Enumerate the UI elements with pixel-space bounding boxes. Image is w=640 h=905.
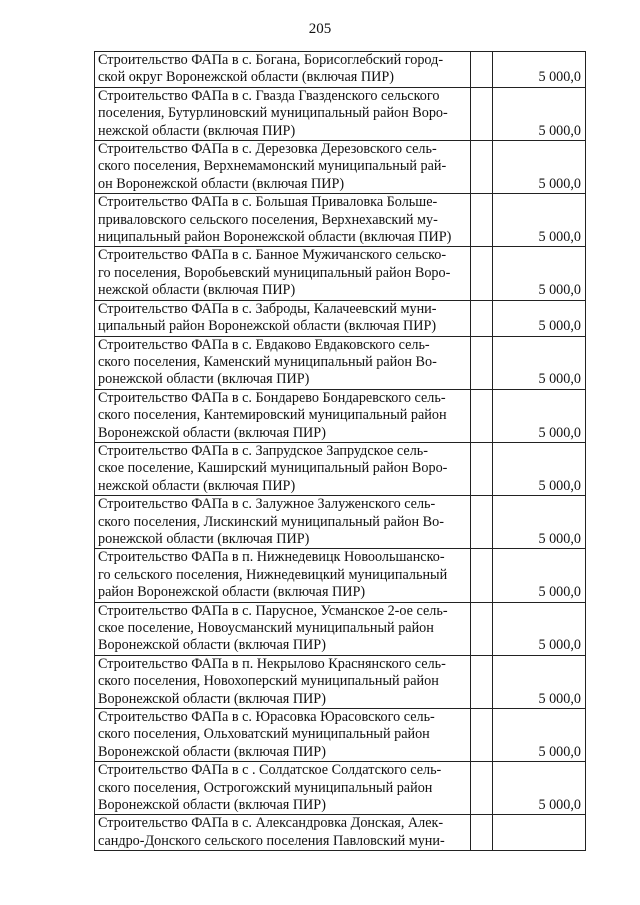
description-line: Воронежской области (включая ПИР) [98, 690, 326, 707]
row-empty-cell [470, 247, 492, 300]
table-row [95, 709, 586, 762]
row-empty-cell [470, 496, 492, 549]
row-amount: 5 000,0 [492, 141, 585, 194]
row-empty-cell [470, 815, 492, 851]
description-line: ское поселение, Новоусманский муниципальный район [98, 620, 434, 636]
table-row [95, 336, 586, 389]
row-amount: 5 000,0 [492, 762, 585, 815]
table-row [95, 549, 586, 602]
description-line: Строительство ФАПа в с. Евдаково Евдаковского сель- [98, 336, 430, 353]
row-description [95, 655, 471, 708]
description-line: поселения, Бутурлиновский муниципальный район Воро- [98, 105, 448, 122]
row-amount: 5 000,0 [492, 247, 585, 300]
row-empty-cell [470, 141, 492, 194]
table-row [95, 762, 586, 815]
description-line: го сельского поселения, Нижнедевицкий муниципальный [98, 566, 448, 583]
description-line: го поселения, Воробьевский муниципальный район Воро- [98, 264, 451, 281]
description-line: Строительство ФАПа в с. Юрасовка Юрасовского сель- [98, 709, 435, 726]
description-line: Строительство ФАПа в с. Запрудское Запрудское сель- [98, 442, 428, 459]
row-empty-cell [470, 762, 492, 815]
table-body [95, 52, 586, 851]
description-line: ской округ Воронежской области (включая ПИР) [98, 69, 394, 86]
description-line: ского поселения, Каменский муниципальный район Во- [98, 353, 437, 370]
row-description [95, 194, 471, 247]
description-line: Строительство ФАПа в с. Залужное Залуженского сель- [98, 496, 436, 513]
description-line: сандро-Донского сельского поселения Павловский муни- [98, 832, 445, 849]
row-description [95, 442, 471, 495]
row-amount: 5 000,0 [492, 52, 585, 88]
table-row [95, 300, 586, 336]
row-amount: 5 000,0 [492, 496, 585, 549]
description-line: Воронежской области (включая ПИР) [98, 637, 326, 654]
row-description [95, 141, 471, 194]
row-amount: 5 000,0 [492, 336, 585, 389]
row-description [95, 389, 471, 442]
row-description [95, 815, 471, 851]
description-line: Строительство ФАПа в с . Солдатское Солдатского сель- [98, 762, 442, 779]
description-line: нежской области (включая ПИР) [98, 122, 296, 139]
description-line: Строительство ФАПа в п. Нижнедевицк Новоольшанско- [98, 549, 445, 566]
row-amount [492, 815, 585, 851]
description-line: Строительство ФАПа в с. Заброды, Калачеевский муни- [98, 300, 437, 317]
row-amount: 5 000,0 [492, 709, 585, 762]
description-line: Строительство ФАПа в с. Дерезовка Дерезовского сель- [98, 141, 437, 158]
table-row [95, 194, 586, 247]
row-empty-cell [470, 602, 492, 655]
table-row [95, 496, 586, 549]
description-line: Строительство ФАПа в с. Александровка Донская, Алек- [98, 815, 444, 832]
row-empty-cell [470, 655, 492, 708]
row-description [95, 52, 471, 88]
row-amount: 5 000,0 [492, 194, 585, 247]
row-amount: 5 000,0 [492, 442, 585, 495]
table-row [95, 815, 586, 851]
description-line: Воронежской области (включая ПИР) [98, 743, 326, 760]
description-line: район Воронежской области (включая ПИР) [98, 584, 366, 601]
row-empty-cell [470, 389, 492, 442]
row-description [95, 336, 471, 389]
description-line: нежской области (включая ПИР) [98, 282, 296, 299]
row-description [95, 549, 471, 602]
description-line: ского поселения, Ольховатский муниципальный район [98, 726, 430, 743]
row-amount: 5 000,0 [492, 87, 585, 140]
description-line: Воронежской области (включая ПИР) [98, 424, 326, 441]
row-empty-cell [470, 87, 492, 140]
row-empty-cell [470, 336, 492, 389]
description-line: ниципальный район Воронежской области (включая ПИР) [98, 229, 452, 246]
row-empty-cell [470, 442, 492, 495]
row-description [95, 247, 471, 300]
row-amount: 5 000,0 [492, 300, 585, 336]
row-description [95, 762, 471, 815]
budget-table [94, 51, 586, 851]
description-line: ское поселение, Каширский муниципальный район Воро- [98, 460, 448, 477]
description-line: Строительство ФАПа в с. Гвазда Гвазденского сельского [98, 87, 440, 104]
row-description [95, 602, 471, 655]
description-line: ципальный район Воронежской области (включая ПИР) [98, 318, 437, 335]
table-row [95, 655, 586, 708]
row-empty-cell [470, 549, 492, 602]
description-line: ронежской области (включая ПИР) [98, 530, 310, 547]
table-row [95, 141, 586, 194]
description-line: ского поселения, Кантемировский муниципальный район [98, 407, 447, 424]
table-row [95, 442, 586, 495]
description-line: Строительство ФАПа в с. Бондарево Бондаревского сель- [98, 389, 446, 406]
description-line: нежской области (включая ПИР) [98, 477, 296, 494]
description-line: ронежской области (включая ПИР) [98, 371, 310, 388]
table-row [95, 52, 586, 88]
row-description [95, 496, 471, 549]
row-description [95, 709, 471, 762]
table-row [95, 389, 586, 442]
row-empty-cell [470, 194, 492, 247]
row-empty-cell [470, 52, 492, 88]
table-row [95, 87, 586, 140]
table-row [95, 247, 586, 300]
row-description [95, 87, 471, 140]
description-line: Строительство ФАПа в с. Парусное, Усманское 2-ое сель- [98, 602, 448, 619]
row-description [95, 300, 471, 336]
description-line: Строительство ФАПа в с. Банное Мужичанского сельско- [98, 247, 447, 264]
row-amount: 5 000,0 [492, 389, 585, 442]
description-line: ского поселения, Верхнемамонский муниципальный рай- [98, 158, 447, 175]
row-amount: 5 000,0 [492, 549, 585, 602]
description-line: ского поселения, Лискинский муниципальный район Во- [98, 513, 444, 530]
row-empty-cell [470, 709, 492, 762]
page-number: 205 [308, 21, 332, 37]
description-line: Строительство ФАПа в с. Богана, Борисоглебский город- [98, 52, 444, 68]
row-amount: 5 000,0 [492, 655, 585, 708]
description-line: он Воронежской области (включая ПИР) [98, 175, 345, 192]
row-amount: 5 000,0 [492, 602, 585, 655]
description-line: приваловского сельского поселения, Верхнехавский му- [98, 211, 438, 228]
description-line: Строительство ФАПа в п. Некрылово Краснянского сель- [98, 655, 446, 672]
description-line: ского поселения, Новохоперский муниципальный район [98, 673, 439, 690]
table-row [95, 602, 586, 655]
description-line: Строительство ФАПа в с. Большая Приваловка Больше- [98, 194, 438, 211]
description-line: ского поселения, Острогожский муниципальный район [98, 779, 433, 796]
description-line: Воронежской области (включая ПИР) [98, 797, 326, 814]
row-empty-cell [470, 300, 492, 336]
